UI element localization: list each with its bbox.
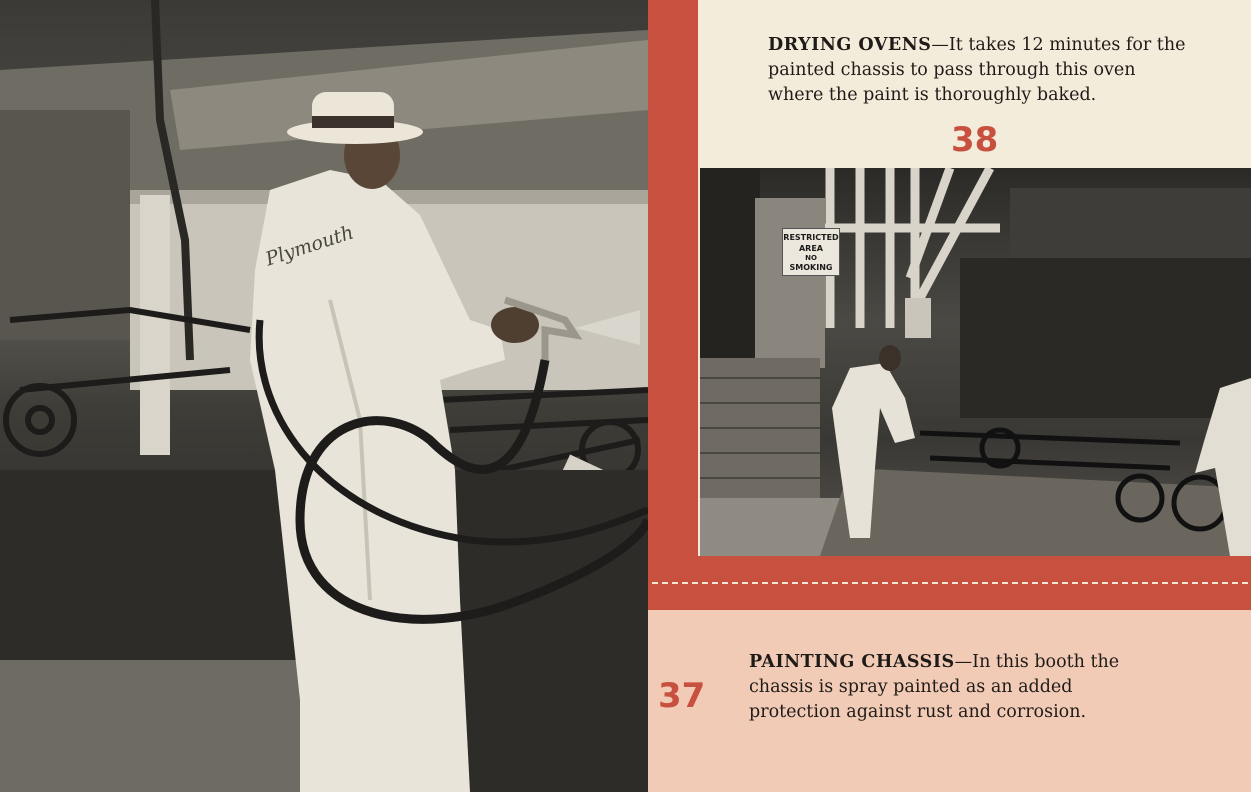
page-number-38: 38 — [951, 120, 999, 160]
restricted-area-sign — [782, 228, 840, 276]
sign-line-3: NO — [805, 253, 817, 262]
painting-chassis-caption — [749, 650, 1169, 725]
drying-ovens-heading: DRYING OVENS — [768, 35, 932, 55]
painting-chassis-heading: PAINTING CHASSIS — [749, 652, 955, 672]
page-number-37: 37 — [658, 676, 706, 716]
drying-ovens-text: —It takes 12 minutes for the painted chassis to pass through this oven where the paint is thoroughly baked. — [768, 35, 1186, 105]
drying-ovens-caption — [768, 33, 1188, 108]
sign-line-1: RESTRICTED — [783, 232, 839, 242]
drying-ovens-photo — [700, 168, 1251, 556]
sign-line-4: SMOKING — [789, 262, 833, 272]
coverall-lettering: Plymouth — [262, 221, 357, 271]
painting-chassis-text: —In this booth the chassis is spray painted as an added protection against rust and corrosion. — [749, 652, 1120, 722]
dashed-divider — [652, 582, 1248, 584]
drying-ovens-illustration — [700, 168, 1251, 556]
sign-line-2: AREA — [798, 243, 823, 253]
red-border-vertical — [648, 0, 698, 610]
